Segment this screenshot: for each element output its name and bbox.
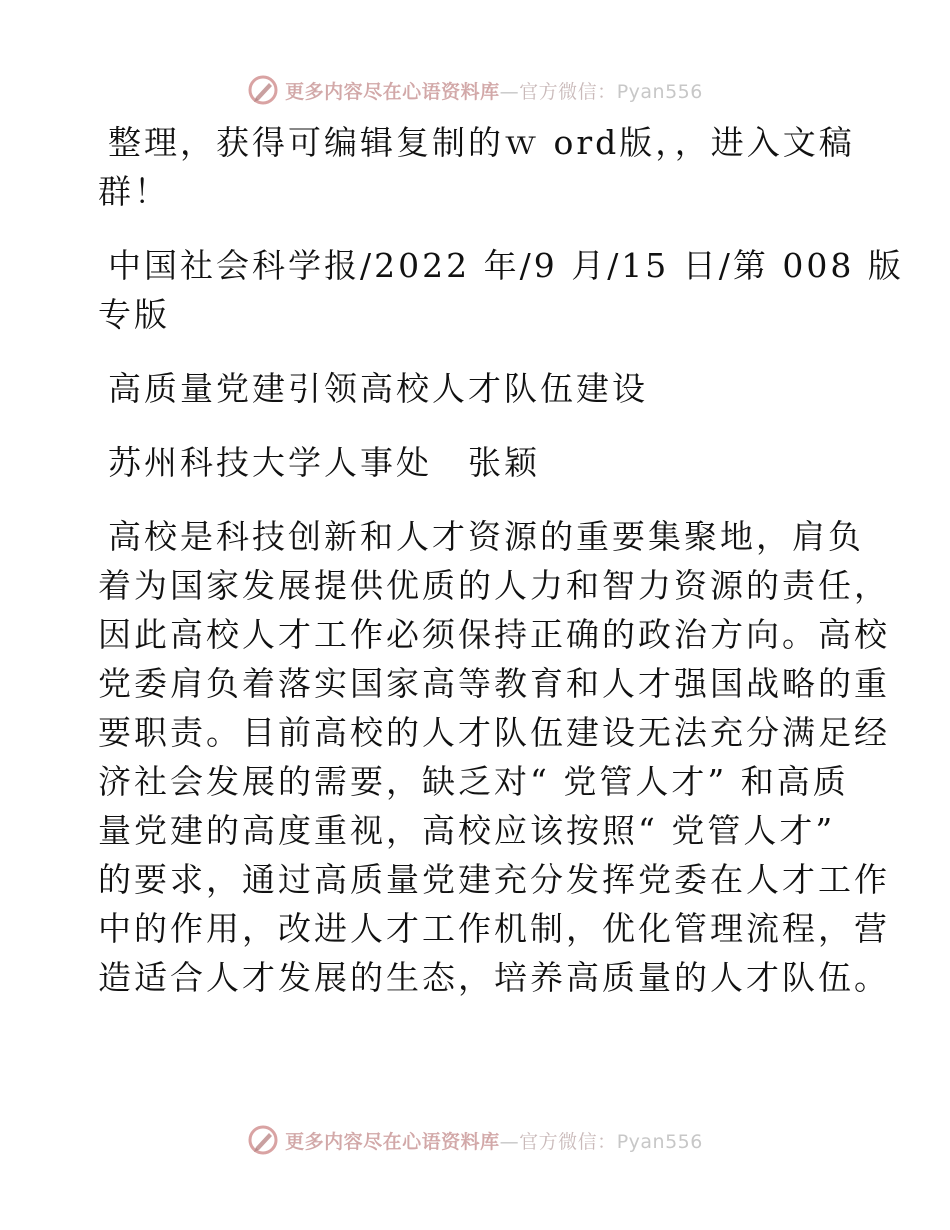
text-line: 造适合人才发展的生态，培养高质量的人才队伍。 <box>98 958 890 997</box>
article-title <box>98 364 858 413</box>
text-line: 中的作用，改进人才工作机制，优化管理流程，营 <box>98 909 890 948</box>
author-line <box>98 438 858 487</box>
watermark-banner-bottom <box>0 1120 950 1160</box>
pen-logo-icon <box>247 74 279 106</box>
text-line: 苏州科技大学人事处 张颖 <box>108 443 540 482</box>
text-line: 济社会发展的需要，缺乏对“ 党管人才” 和高质 <box>98 762 849 801</box>
text-line: 量党建的高度重视，高校应该按照“ 党管人才” <box>98 811 836 850</box>
text-line: 因此高校人才工作必须保持正确的政治方向。高校 <box>98 615 890 654</box>
text-line: 整理，获得可编辑复制的ｗ ord版，，进入文稿 <box>108 123 855 162</box>
watermark-text: 更多内容尽在心语资料库—官方微信：Pyan556 <box>285 80 703 103</box>
text-line: 高质量党建引领高校人才队伍建设 <box>108 369 648 408</box>
intro-paragraph <box>98 118 858 216</box>
document-body <box>98 118 904 1027</box>
watermark-banner-top <box>0 70 950 110</box>
body-paragraph <box>98 512 890 1002</box>
text-line: 党委肩负着落实国家高等教育和人才强国战略的重 <box>98 664 890 703</box>
text-line: 要职责。目前高校的人才队伍建设无法充分满足经 <box>98 713 890 752</box>
pen-logo-icon <box>247 1124 279 1156</box>
text-line: 高校是科技创新和人才资源的重要集聚地，肩负 <box>108 517 864 556</box>
text-line: 的要求，通过高质量党建充分发挥党委在人才工作 <box>98 860 890 899</box>
text-line: 专版 <box>98 295 170 334</box>
watermark-text: 更多内容尽在心语资料库—官方微信：Pyan556 <box>285 1130 703 1153</box>
text-line: 群！ <box>98 172 170 211</box>
text-line: 中国社会科学报/2022 年/9 月/15 日/第 008 版 <box>108 246 904 285</box>
text-line: 着为国家发展提供优质的人力和智力资源的责任， <box>98 566 890 605</box>
source-line <box>98 241 904 339</box>
